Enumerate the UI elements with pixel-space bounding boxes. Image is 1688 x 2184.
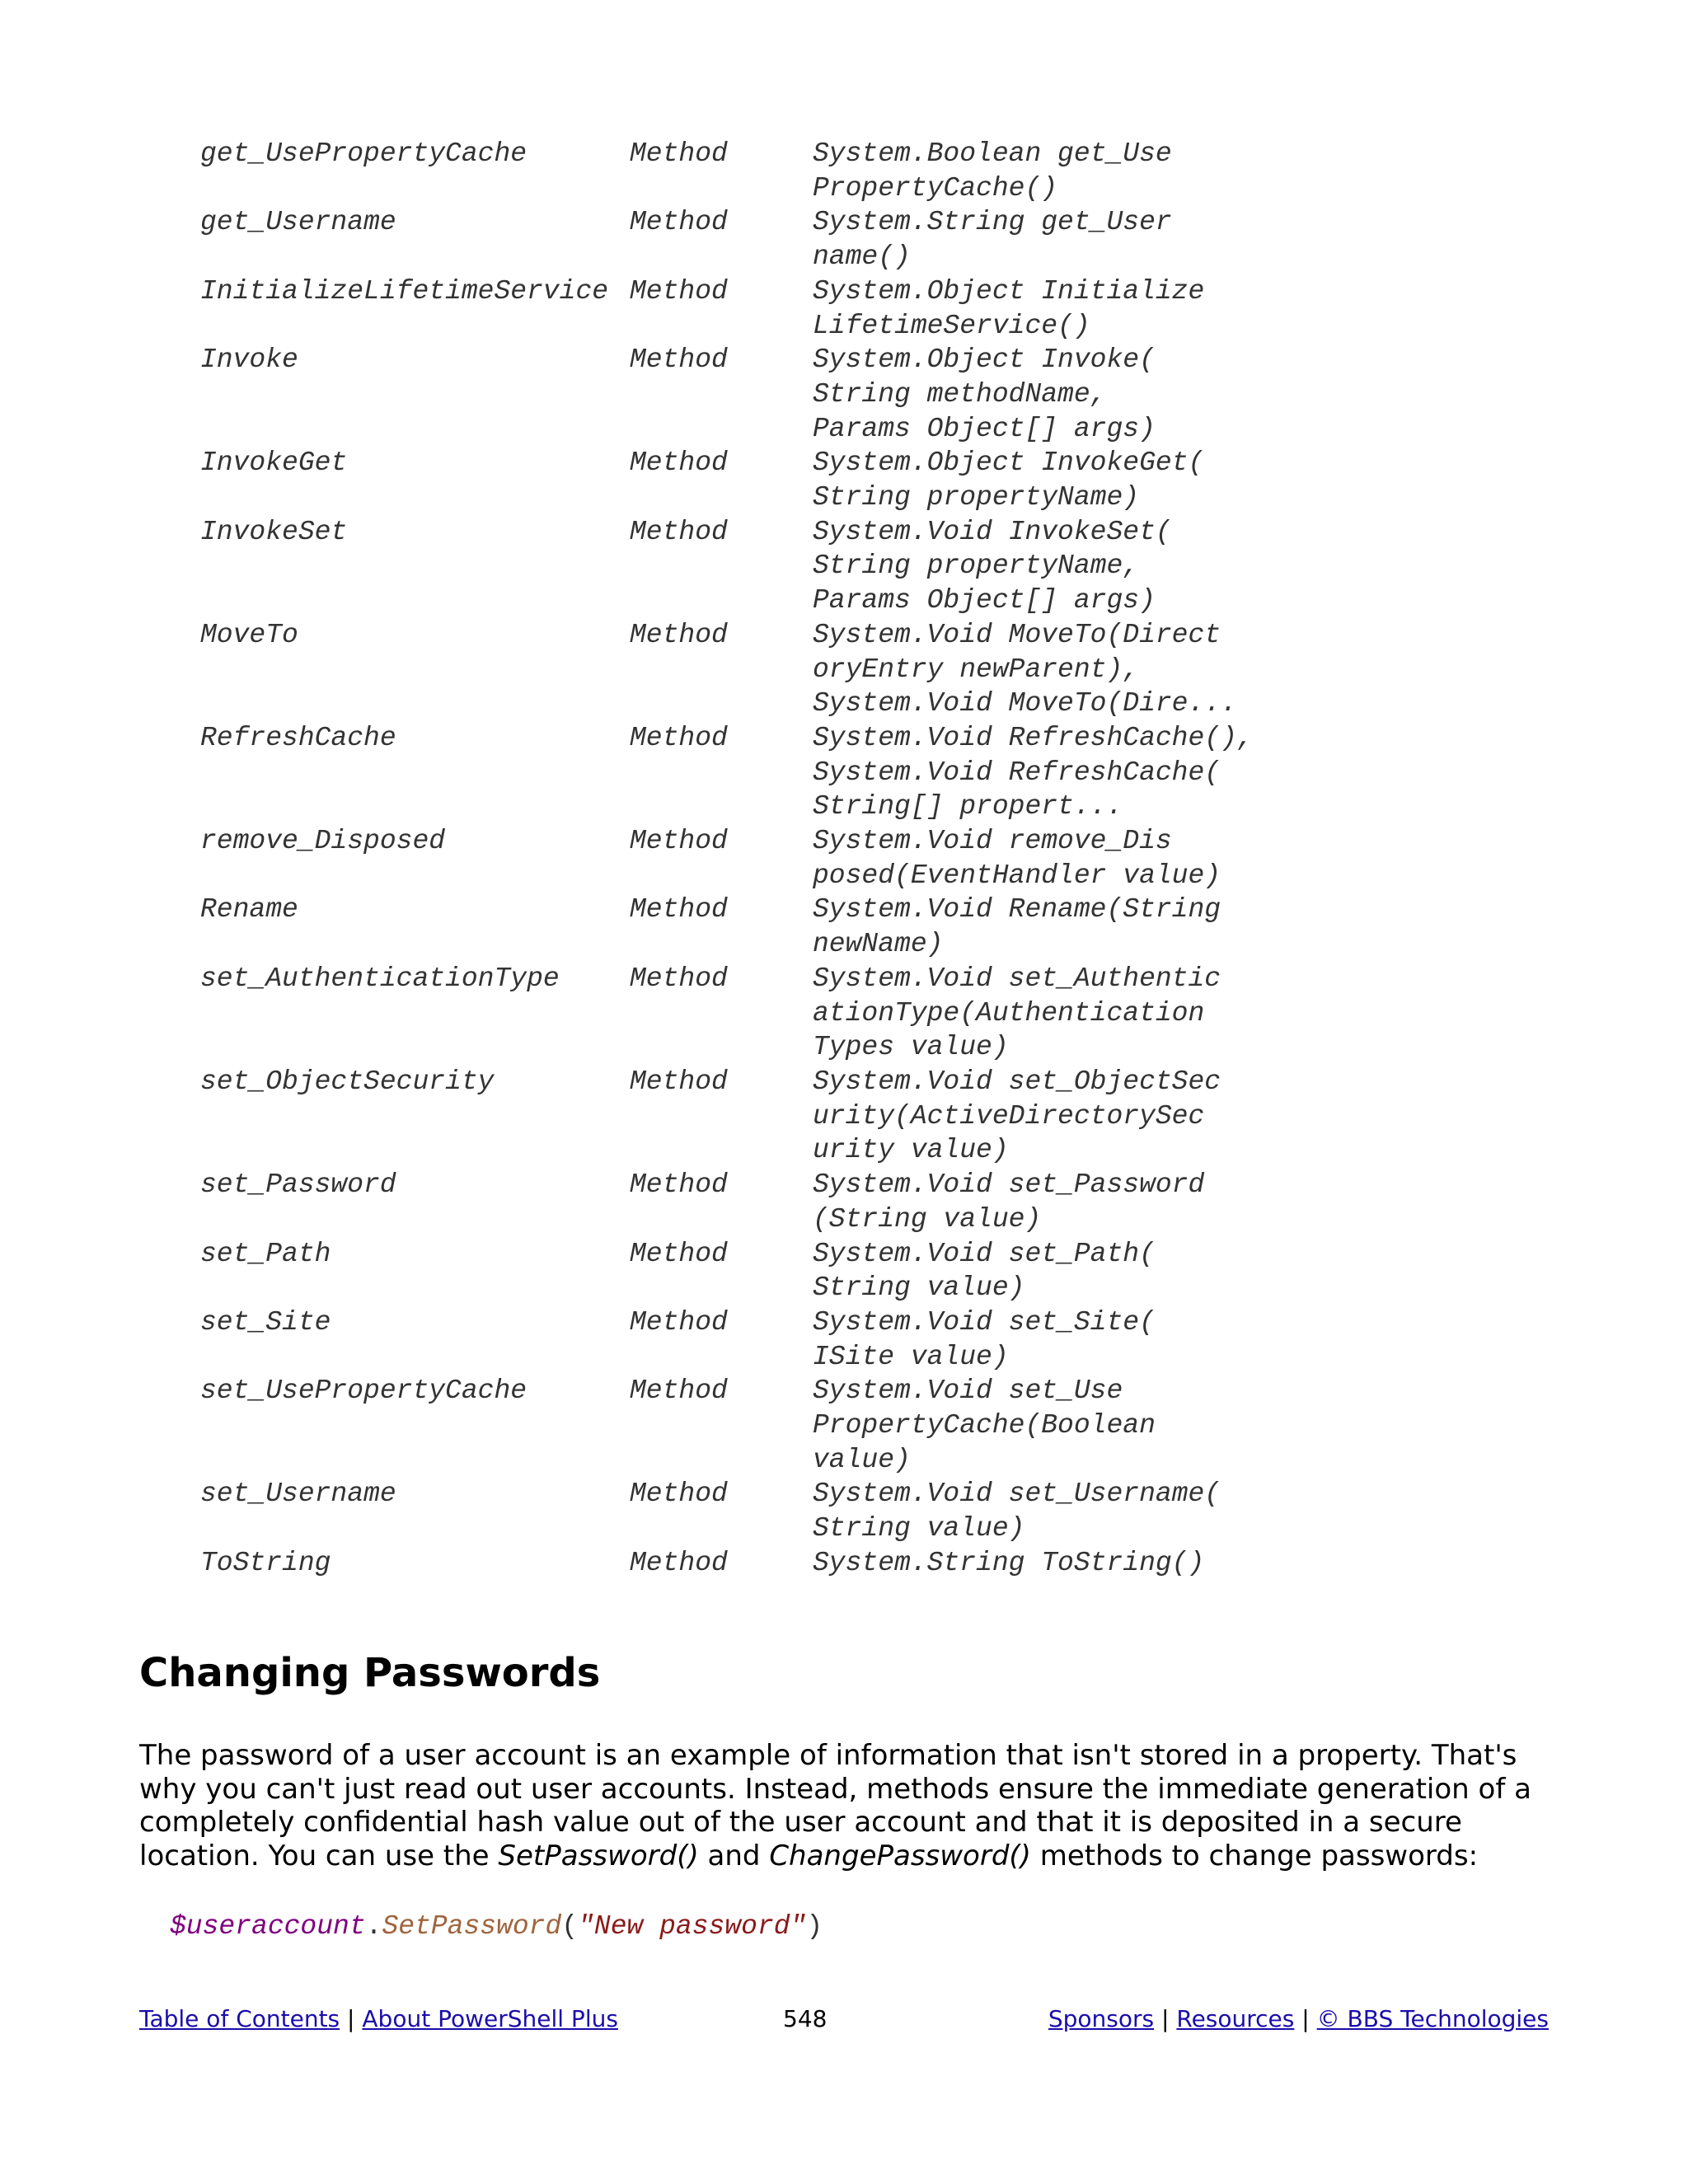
member-row bbox=[200, 515, 1254, 618]
member-definition-line: newName) bbox=[813, 929, 944, 960]
member-definition bbox=[813, 446, 1204, 514]
member-definition bbox=[813, 1374, 1156, 1477]
page-footer bbox=[139, 2003, 1549, 2036]
member-name: set_ObjectSecurity bbox=[200, 1066, 495, 1097]
code-method: SetPassword bbox=[382, 1911, 562, 1942]
member-row bbox=[200, 137, 1254, 205]
member-definition-line: System.Void set_Authentic bbox=[813, 963, 1221, 994]
member-row bbox=[200, 618, 1254, 721]
member-definition bbox=[813, 137, 1172, 205]
footer-right-links bbox=[1048, 2003, 1549, 2036]
member-definition-line: System.Void MoveTo(Direct bbox=[813, 619, 1221, 650]
member-definition bbox=[813, 274, 1204, 343]
code-close-paren: ) bbox=[806, 1911, 823, 1942]
member-definition bbox=[813, 824, 1221, 893]
member-definition-line: System.Void MoveTo(Dire... bbox=[813, 688, 1237, 719]
member-definition bbox=[813, 515, 1172, 618]
member-definition bbox=[813, 1305, 1156, 1374]
member-row bbox=[200, 1237, 1254, 1305]
member-definition-line: System.Void InvokeSet( bbox=[813, 516, 1172, 547]
member-type: Method bbox=[630, 894, 728, 926]
method-name-setpassword: SetPassword() bbox=[498, 1839, 699, 1872]
member-definition-line: System.Void set_Use bbox=[813, 1376, 1123, 1407]
member-definition-line: String value) bbox=[813, 1513, 1025, 1544]
code-open-paren: ( bbox=[561, 1911, 579, 1942]
member-name: set_UsePropertyCache bbox=[200, 1376, 528, 1407]
member-type: Method bbox=[630, 963, 728, 994]
code-variable: $useraccount bbox=[170, 1911, 366, 1942]
member-listing bbox=[200, 137, 1254, 1581]
member-definition-line: urity(ActiveDirectorySec bbox=[813, 1100, 1205, 1132]
footer-separator: | bbox=[347, 2005, 355, 2032]
member-definition-line: System.Void RefreshCache(), bbox=[813, 722, 1254, 753]
member-definition-line: System.Void set_Path( bbox=[813, 1238, 1156, 1269]
member-definition-line: System.String get_User bbox=[813, 207, 1172, 238]
paragraph-text: The password of a user account is an example of information that isn't stored in a property. That's why you can't just read out user accounts. Instead, methods ensure the immediate generation of a completely confidential hash value out of the user account and that it is deposited in a secure location. You can use the bbox=[139, 1739, 1531, 1872]
paragraph-text: methods to change passwords: bbox=[1030, 1839, 1479, 1872]
member-definition-line: System.Object Invoke( bbox=[813, 344, 1156, 376]
member-row bbox=[200, 274, 1254, 343]
member-definition-line: System.Void Rename(String bbox=[813, 894, 1221, 926]
member-type: Method bbox=[630, 1306, 728, 1338]
member-definition bbox=[813, 1477, 1221, 1545]
member-type: Method bbox=[630, 138, 728, 169]
member-name: set_Username bbox=[200, 1479, 396, 1510]
section-heading: Changing Passwords bbox=[139, 1650, 601, 1696]
member-row bbox=[200, 343, 1254, 446]
member-name: Invoke bbox=[200, 344, 298, 376]
member-definition-line: System.Void set_Site( bbox=[813, 1306, 1156, 1338]
member-row bbox=[200, 1374, 1254, 1477]
member-type: Method bbox=[630, 1376, 728, 1407]
member-row bbox=[200, 205, 1254, 274]
member-type: Method bbox=[630, 207, 728, 238]
member-name: InvokeGet bbox=[200, 448, 348, 479]
member-type: Method bbox=[630, 1547, 728, 1578]
member-name: MoveTo bbox=[200, 619, 298, 650]
member-row bbox=[200, 962, 1254, 1065]
member-type: Method bbox=[630, 448, 728, 479]
table-of-contents-link[interactable]: Table of Contents bbox=[139, 2005, 340, 2032]
footer-left-links bbox=[139, 2003, 618, 2036]
member-row bbox=[200, 1305, 1254, 1374]
code-sample bbox=[170, 1910, 823, 1943]
member-definition-line: System.Void set_Username( bbox=[813, 1479, 1221, 1510]
member-definition-line: name() bbox=[813, 241, 911, 273]
member-row bbox=[200, 1546, 1254, 1581]
member-name: InitializeLifetimeService bbox=[200, 275, 609, 307]
code-string: "New password" bbox=[578, 1911, 807, 1942]
member-row bbox=[200, 1477, 1254, 1545]
resources-link[interactable]: Resources bbox=[1176, 2005, 1295, 2032]
member-definition-line: Types value) bbox=[813, 1032, 1009, 1063]
member-name: Rename bbox=[200, 894, 298, 926]
footer-separator: | bbox=[1161, 2005, 1170, 2032]
member-definition-line: System.String ToString() bbox=[813, 1547, 1205, 1578]
member-type: Method bbox=[630, 1238, 728, 1269]
member-type: Method bbox=[630, 1066, 728, 1097]
body-paragraph bbox=[139, 1739, 1557, 1872]
member-type: Method bbox=[630, 516, 728, 547]
member-row bbox=[200, 893, 1254, 961]
member-definition-line: ISite value) bbox=[813, 1341, 1009, 1372]
member-definition-line: System.Boolean get_Use bbox=[813, 138, 1172, 169]
member-definition-line: System.Void RefreshCache( bbox=[813, 757, 1221, 788]
member-definition bbox=[813, 1065, 1221, 1168]
member-type: Method bbox=[630, 826, 728, 857]
member-definition-line: (String value) bbox=[813, 1203, 1042, 1235]
member-name: RefreshCache bbox=[200, 722, 396, 753]
member-definition-line: System.Void remove_Dis bbox=[813, 826, 1172, 857]
member-row bbox=[200, 824, 1254, 893]
member-definition-line: Params Object[] args) bbox=[813, 413, 1156, 444]
member-name: get_Username bbox=[200, 207, 396, 238]
member-definition-line: System.Object InvokeGet( bbox=[813, 448, 1205, 479]
footer-separator: | bbox=[1301, 2005, 1310, 2032]
member-row bbox=[200, 1168, 1254, 1236]
member-definition-line: System.Void set_Password bbox=[813, 1169, 1205, 1201]
member-definition-line: value) bbox=[813, 1444, 911, 1475]
page-number: 548 bbox=[783, 2005, 828, 2032]
member-definition-line: Params Object[] args) bbox=[813, 585, 1156, 616]
sponsors-link[interactable]: Sponsors bbox=[1048, 2005, 1155, 2032]
member-type: Method bbox=[630, 1169, 728, 1201]
member-name: set_Site bbox=[200, 1306, 331, 1338]
member-definition bbox=[813, 721, 1254, 824]
member-definition-line: System.Void set_ObjectSec bbox=[813, 1066, 1221, 1097]
member-definition bbox=[813, 343, 1156, 446]
member-definition bbox=[813, 205, 1172, 274]
member-definition-line: ationType(Authentication bbox=[813, 997, 1205, 1029]
member-type: Method bbox=[630, 275, 728, 307]
member-name: set_Path bbox=[200, 1238, 331, 1269]
code-dot: . bbox=[365, 1911, 382, 1942]
member-definition-line: oryEntry newParent), bbox=[813, 654, 1140, 685]
member-definition-line: PropertyCache(Boolean bbox=[813, 1410, 1156, 1441]
member-type: Method bbox=[630, 344, 728, 376]
paragraph-text: and bbox=[698, 1839, 770, 1872]
member-type: Method bbox=[630, 1479, 728, 1510]
member-name: get_UsePropertyCache bbox=[200, 138, 528, 169]
member-definition-line: String[] propert... bbox=[813, 791, 1123, 823]
member-definition-line: System.Object Initialize bbox=[813, 275, 1205, 307]
member-name: remove_Disposed bbox=[200, 826, 446, 857]
member-row bbox=[200, 721, 1254, 824]
bbs-technologies-link[interactable]: © BBS Technologies bbox=[1316, 2005, 1549, 2032]
member-name: InvokeSet bbox=[200, 516, 348, 547]
member-definition-line: LifetimeService() bbox=[813, 310, 1090, 341]
member-definition-line: String value) bbox=[813, 1272, 1025, 1304]
member-row bbox=[200, 446, 1254, 514]
member-definition bbox=[813, 1237, 1156, 1305]
member-name: set_AuthenticationType bbox=[200, 963, 560, 994]
member-name: set_Password bbox=[200, 1169, 396, 1201]
member-definition-line: String propertyName) bbox=[813, 482, 1140, 513]
member-name: ToString bbox=[200, 1547, 331, 1578]
member-type: Method bbox=[630, 722, 728, 753]
member-row bbox=[200, 1065, 1254, 1168]
method-name-changepassword: ChangePassword() bbox=[769, 1839, 1031, 1872]
member-definition bbox=[813, 1168, 1204, 1236]
member-definition-line: posed(EventHandler value) bbox=[813, 860, 1221, 891]
member-definition bbox=[813, 893, 1221, 961]
member-type: Method bbox=[630, 619, 728, 650]
member-definition bbox=[813, 1546, 1204, 1581]
member-definition-line: String propertyName, bbox=[813, 551, 1140, 582]
member-definition bbox=[813, 618, 1237, 721]
member-definition-line: String methodName, bbox=[813, 378, 1107, 410]
member-definition bbox=[813, 962, 1221, 1065]
member-definition-line: urity value) bbox=[813, 1135, 1009, 1166]
member-definition-line: PropertyCache() bbox=[813, 172, 1058, 204]
about-powershell-plus-link[interactable]: About PowerShell Plus bbox=[362, 2005, 618, 2032]
